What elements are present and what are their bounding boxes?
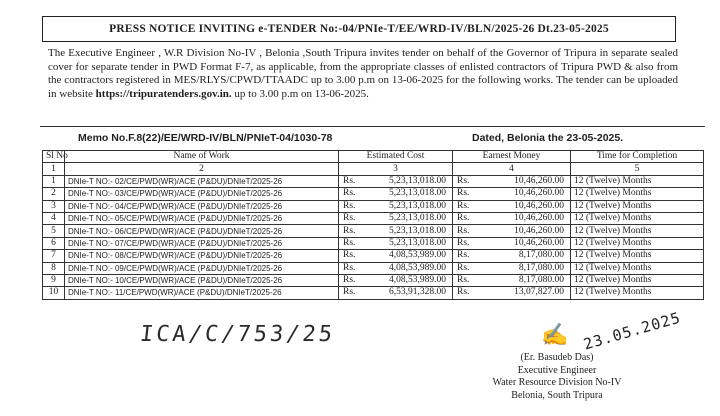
colnum: 4 — [453, 163, 571, 175]
table-row — [43, 225, 704, 237]
handwritten-reference: ICA/C/753/25 — [138, 322, 337, 347]
row-work-name: DNIe-T NO:- 10/CE/PWD(WR)/ACE (P&DU)/DNIeT/2025-26 — [65, 274, 339, 286]
row-completion-time: 12 (Twelve) Months — [571, 188, 704, 200]
row-earnest-money: 8,17,080.00 — [483, 274, 571, 286]
tender-table — [42, 150, 704, 300]
header-sl-no: Sl No — [43, 151, 65, 163]
intro-text-part2: up to 3.00 p.m on 13-06-2025. — [231, 87, 369, 100]
row-completion-time: 12 (Twelve) Months — [571, 250, 704, 262]
row-cost-currency: Rs. — [339, 188, 369, 200]
intro-paragraph — [48, 47, 678, 101]
row-earnest-money: 10,46,260.00 — [483, 200, 571, 212]
row-estimated-cost: 4,08,53,989.00 — [369, 274, 453, 286]
row-work-name: DNIe-T NO:- 02/CE/PWD(WR)/ACE (P&DU)/DNIeT/2025-26 — [65, 175, 339, 187]
row-work-name: DNIe-T NO:- 09/CE/PWD(WR)/ACE (P&DU)/DNIeT/2025-26 — [65, 262, 339, 274]
row-em-currency: Rs. — [453, 188, 483, 200]
notice-title: PRESS NOTICE INVITING e-TENDER No:-04/PNIe-T/EE/WRD-IV/BLN/2025-26 Dt.23-05-2025 — [42, 16, 676, 42]
row-work-name: DNIe-T NO:- 07/CE/PWD(WR)/ACE (P&DU)/DNIeT/2025-26 — [65, 237, 339, 249]
row-sl-no: 2 — [43, 188, 65, 200]
row-cost-currency: Rs. — [339, 237, 369, 249]
table-row — [43, 200, 704, 212]
row-em-currency: Rs. — [453, 175, 483, 187]
row-work-name: DNIe-T NO:- 04/CE/PWD(WR)/ACE (P&DU)/DNIeT/2025-26 — [65, 200, 339, 212]
signatory-designation: Executive Engineer — [517, 364, 597, 376]
header-time-for-completion: Time for Completion — [571, 151, 704, 163]
divider — [40, 126, 705, 127]
row-cost-currency: Rs. — [339, 262, 369, 274]
row-em-currency: Rs. — [453, 237, 483, 249]
row-completion-time: 12 (Twelve) Months — [571, 200, 704, 212]
table-row — [43, 188, 704, 200]
table-row — [43, 237, 704, 249]
row-estimated-cost: 5,23,13,018.00 — [369, 200, 453, 212]
row-estimated-cost: 5,23,13,018.00 — [369, 225, 453, 237]
row-earnest-money: 10,46,260.00 — [483, 212, 571, 224]
signatory-division: Water Resource Division No-IV — [492, 377, 622, 388]
row-completion-time: 12 (Twelve) Months — [571, 287, 704, 299]
signature-date: 23.05.2025 — [581, 308, 683, 354]
row-work-name: DNIe-T NO:- 08/CE/PWD(WR)/ACE (P&DU)/DNIeT/2025-26 — [65, 250, 339, 262]
row-completion-time: 12 (Twelve) Months — [571, 274, 704, 286]
colnum: 2 — [65, 163, 339, 175]
row-completion-time: 12 (Twelve) Months — [571, 212, 704, 224]
row-cost-currency: Rs. — [339, 212, 369, 224]
intro-text-part1: The Executive Engineer , W.R Division No-IV , Belonia ,South Tripura invites tender on behalf of the Governor of Tripura in separate sealed cover for separate tender in PWD Format F-7, as applicable, from the appropriate classes of enlisted contractors of Tripura PWD & also from the contractors registered in MES/RLYS/CPWD/TTAADC up to 3.00 p.m on 13-06-2025 for the following works. The tender can be uploaded in website — [48, 47, 678, 100]
tender-website-link[interactable]: https://tripuratenders.gov.in. — [95, 87, 232, 100]
table-row — [43, 212, 704, 224]
signatory-location: Belonia, South Tripura — [511, 389, 603, 401]
row-completion-time: 12 (Twelve) Months — [571, 262, 704, 274]
row-cost-currency: Rs. — [339, 287, 369, 299]
table-row — [43, 262, 704, 274]
row-earnest-money: 10,46,260.00 — [483, 188, 571, 200]
row-sl-no: 7 — [43, 250, 65, 262]
row-sl-no: 8 — [43, 262, 65, 274]
row-em-currency: Rs. — [453, 287, 483, 299]
row-em-currency: Rs. — [453, 200, 483, 212]
table-header-row — [43, 151, 704, 163]
row-estimated-cost: 4,08,53,989.00 — [369, 262, 453, 274]
row-sl-no: 1 — [43, 175, 65, 187]
colnum: 1 — [43, 163, 65, 175]
row-estimated-cost: 5,23,13,018.00 — [369, 237, 453, 249]
row-em-currency: Rs. — [453, 274, 483, 286]
colnum: 3 — [339, 163, 453, 175]
row-sl-no: 5 — [43, 225, 65, 237]
row-earnest-money: 10,46,260.00 — [483, 237, 571, 249]
row-cost-currency: Rs. — [339, 250, 369, 262]
row-work-name: DNIe-T NO:- 05/CE/PWD(WR)/ACE (P&DU)/DNIeT/2025-26 — [65, 212, 339, 224]
table-colnum-row — [43, 163, 704, 175]
row-completion-time: 12 (Twelve) Months — [571, 237, 704, 249]
row-sl-no: 3 — [43, 200, 65, 212]
table-row — [43, 175, 704, 187]
row-sl-no: 4 — [43, 212, 65, 224]
header-name-of-work: Name of Work — [65, 151, 339, 163]
row-work-name: DNIe-T NO:- 03/CE/PWD(WR)/ACE (P&DU)/DNIeT/2025-26 — [65, 188, 339, 200]
row-estimated-cost: 5,23,13,018.00 — [369, 188, 453, 200]
colnum: 5 — [571, 163, 704, 175]
signatory-name: (Er. Basudeb Das) — [520, 352, 594, 363]
table-row — [43, 274, 704, 286]
row-completion-time: 12 (Twelve) Months — [571, 175, 704, 187]
table-row — [43, 287, 704, 299]
row-cost-currency: Rs. — [339, 175, 369, 187]
row-sl-no: 10 — [43, 287, 65, 299]
row-sl-no: 6 — [43, 237, 65, 249]
row-estimated-cost: 6,53,91,328.00 — [369, 287, 453, 299]
signature-mark: ✍ — [541, 322, 569, 347]
memo-number: Memo No.F.8(22)/EE/WRD-IV/BLN/PNIeT-04/1030-78 — [78, 132, 333, 144]
row-estimated-cost: 5,23,13,018.00 — [369, 175, 453, 187]
header-earnest-money: Earnest Money — [453, 151, 571, 163]
row-completion-time: 12 (Twelve) Months — [571, 225, 704, 237]
row-work-name: DNIe-T NO:- 11/CE/PWD(WR)/ACE (P&DU)/DNIeT/2025-26 — [65, 287, 339, 299]
row-estimated-cost: 5,23,13,018.00 — [369, 212, 453, 224]
row-cost-currency: Rs. — [339, 274, 369, 286]
row-estimated-cost: 4,08,53,989.00 — [369, 250, 453, 262]
row-earnest-money: 8,17,080.00 — [483, 250, 571, 262]
row-em-currency: Rs. — [453, 212, 483, 224]
table-row — [43, 250, 704, 262]
row-sl-no: 9 — [43, 274, 65, 286]
row-earnest-money: 8,17,080.00 — [483, 262, 571, 274]
row-cost-currency: Rs. — [339, 200, 369, 212]
row-em-currency: Rs. — [453, 250, 483, 262]
row-work-name: DNIe-T NO:- 06/CE/PWD(WR)/ACE (P&DU)/DNIeT/2025-26 — [65, 225, 339, 237]
row-cost-currency: Rs. — [339, 225, 369, 237]
row-earnest-money: 13,07,827.00 — [483, 287, 571, 299]
row-em-currency: Rs. — [453, 262, 483, 274]
header-estimated-cost: Estimated Cost — [339, 151, 453, 163]
row-earnest-money: 10,46,260.00 — [483, 225, 571, 237]
memo-date: Dated, Belonia the 23-05-2025. — [472, 132, 624, 144]
row-earnest-money: 10,46,260.00 — [483, 175, 571, 187]
row-em-currency: Rs. — [453, 225, 483, 237]
signatory-block — [477, 352, 637, 402]
